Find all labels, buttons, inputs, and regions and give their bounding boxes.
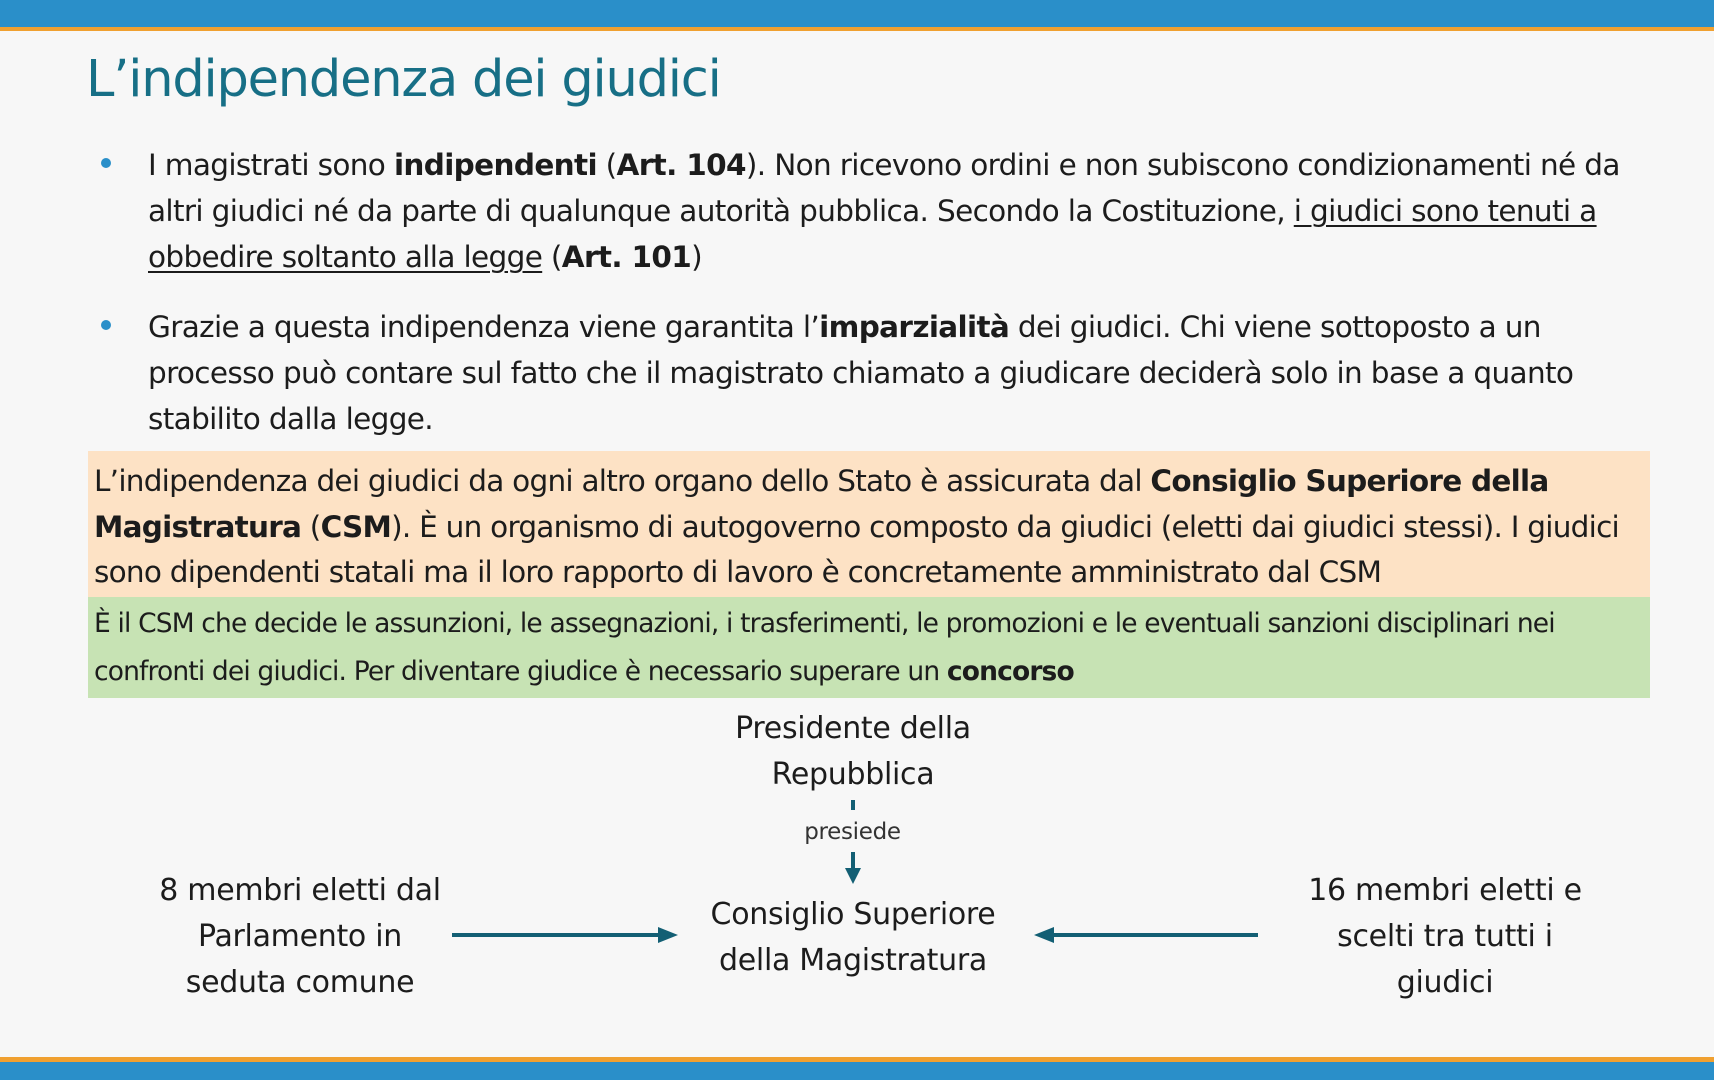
node-line: giudici (1396, 965, 1494, 1000)
underlined-phrase: i giudici sono tenuti a obbedire soltanto alla legge (148, 194, 1597, 274)
left-arrow-icon (1032, 925, 1260, 945)
box-text: L’indipendenza dei giudici da ogni altro organo dello Stato è assicurata dal (94, 464, 1151, 498)
csm-duties-box (88, 597, 1650, 698)
node-line: Parlamento in (198, 919, 402, 954)
bold-term: imparzialità (819, 310, 1010, 344)
node-line: 8 membri eletti dal (159, 873, 441, 908)
diagram-node-president (703, 706, 1003, 798)
bold-term: concorso (946, 656, 1074, 687)
node-line: 16 membri eletti e (1308, 873, 1582, 908)
bullet-list (98, 142, 1658, 442)
article-reference: Art. 104 (616, 148, 746, 182)
presiede-connector-top (850, 800, 856, 812)
bullet-text: ( (542, 240, 562, 274)
article-reference: Art. 101 (561, 240, 692, 274)
right-arrow-icon (452, 925, 680, 945)
diagram-node-parliament (140, 868, 460, 1006)
bullet-text: ). Non ricevono ordini e non subiscono condizionamenti né da altri giudici né da parte di qualunque autorità pubblica. Secondo la Costituzione, (148, 148, 1620, 228)
bullet-text: I magistrati sono (148, 148, 394, 182)
diagram-node-judges (1290, 868, 1600, 1006)
box-text: ( (301, 509, 321, 544)
node-line: Repubblica (771, 757, 935, 792)
diagram-node-csm (683, 892, 1023, 984)
bullet-item (98, 142, 1658, 280)
bold-term: indipendenti (393, 148, 597, 182)
bullet-text: dei giudici. Chi viene sottoposto a un processo può contare sul fatto che il magistrato chiamato a giudicare deciderà solo in base a quanto stabilito dalla legge. (148, 310, 1574, 436)
box-text: ). È un organismo di autogoverno composto da giudici (eletti dai giudici stessi). I giudici sono dipendenti statali ma il loro rapporto di lavoro è concretamente amministrato dal CSM (94, 509, 1620, 589)
node-line: scelti tra tutti i (1337, 919, 1553, 954)
bold-term: CSM (320, 509, 392, 544)
node-line: seduta comune (185, 965, 415, 1000)
down-arrow-icon (843, 852, 863, 886)
bullet-item (98, 304, 1658, 442)
bold-term: Consiglio Superiore della Magistratura (94, 464, 1549, 544)
csm-info-box (88, 451, 1650, 597)
node-line: Consiglio Superiore (710, 897, 996, 932)
bullet-text: ( (596, 148, 617, 182)
node-line: della Magistratura (719, 943, 987, 978)
bottom-decor-bar (0, 1057, 1714, 1080)
top-decor-bar (0, 0, 1714, 31)
bullet-dot-icon (101, 158, 111, 168)
bullet-text: Grazie a questa indipendenza viene garantita l’ (148, 310, 820, 344)
bullet-text: ) (691, 240, 702, 274)
node-line: Presidente della (735, 711, 971, 746)
bullet-dot-icon (101, 320, 111, 330)
box-text: È il CSM che decide le assunzioni, le assegnazioni, i trasferimenti, le promozioni e le eventuali sanzioni disciplinari nei confronti dei giudici. Per diventare giudice è necessario superare un (94, 608, 1555, 687)
connector-label: presiede (804, 819, 901, 845)
slide-title: L’indipendenza dei giudici (86, 50, 721, 109)
